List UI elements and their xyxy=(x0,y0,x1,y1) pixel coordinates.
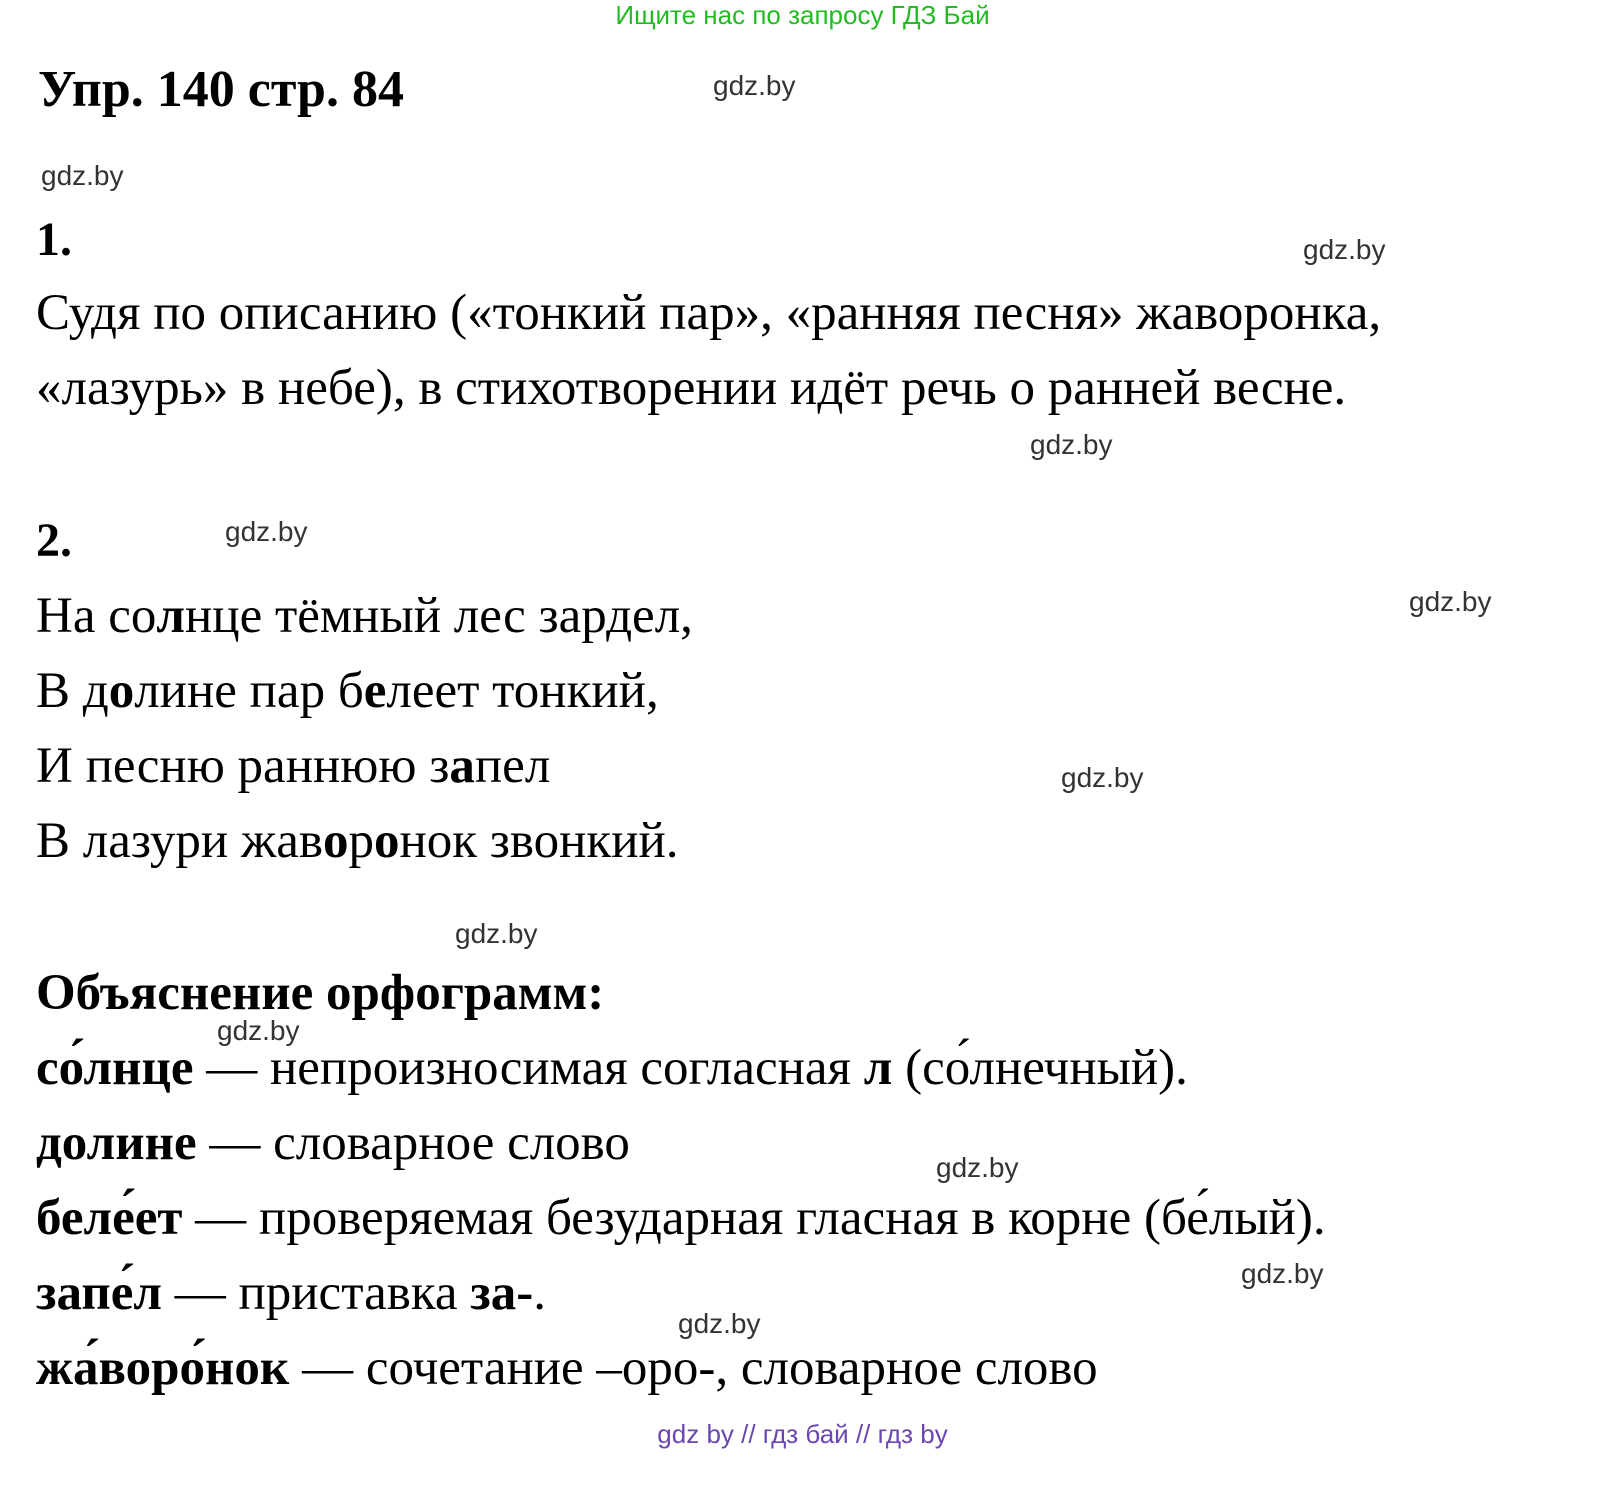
task-1-line-1: Судя по описанию («тонкий пар», «ранняя песня» жаворонка, xyxy=(36,285,1382,341)
watermark: gdz.by xyxy=(1303,234,1386,265)
watermark: gdz.by xyxy=(1030,429,1113,460)
text-segment: И песню раннюю з xyxy=(36,738,450,794)
text-segment: — словарное слово xyxy=(196,1115,630,1171)
text-segment: лине пар б xyxy=(134,663,364,719)
bold-segment: со́лнце xyxy=(36,1040,194,1096)
text-segment: В лазури жав xyxy=(36,813,323,869)
bold-segment: долине xyxy=(36,1115,197,1171)
text-segment: р xyxy=(348,813,374,869)
bold-segment: жа́воро́нок xyxy=(36,1340,290,1396)
explanation-item xyxy=(36,1038,1188,1098)
bold-segment: о xyxy=(108,663,135,719)
bold-segment: о xyxy=(322,813,349,869)
text-segment: — проверяемая безударная гласная в корне (бе́лый). xyxy=(182,1190,1326,1246)
explanation-item xyxy=(36,1188,1326,1248)
watermark: gdz.by xyxy=(713,70,796,101)
text-segment: — непроизносимая согласная xyxy=(193,1040,864,1096)
task-1-line-2: «лазурь» в небе), в стихотворении идёт речь о ранней весне. xyxy=(36,360,1347,416)
explanation-item xyxy=(36,1263,546,1323)
watermark: gdz.by xyxy=(1409,586,1492,617)
explanation-heading: Объяснение орфограмм: xyxy=(36,965,605,1021)
explanation-item xyxy=(36,1338,1098,1398)
poem-line xyxy=(36,811,679,871)
bold-segment: л xyxy=(156,588,185,644)
page-title: Упр. 140 стр. 84 xyxy=(38,61,404,118)
watermark: gdz.by xyxy=(225,516,308,547)
task-2-number: 2. xyxy=(36,514,72,567)
poem-line xyxy=(36,736,550,796)
bold-segment: запе́л xyxy=(36,1265,162,1321)
text-segment: — сочетание –оро-, словарное слово xyxy=(289,1340,1098,1396)
poem-line xyxy=(36,661,659,721)
watermark: gdz.by xyxy=(41,160,124,191)
watermark: gdz.by xyxy=(455,918,538,949)
watermark: gdz.by xyxy=(936,1152,1019,1183)
site-banner: Ищите нас по запросу ГДЗ Бай xyxy=(615,0,990,30)
text-segment: На со xyxy=(36,588,157,644)
text-segment: В д xyxy=(36,663,109,719)
text-segment: леет тонкий, xyxy=(386,663,659,719)
text-segment: нок звонкий. xyxy=(399,813,679,869)
bold-segment: о xyxy=(373,813,400,869)
text-segment: — приставка xyxy=(161,1265,471,1321)
text-segment: . xyxy=(533,1265,546,1321)
explanation-item xyxy=(36,1113,630,1173)
text-segment: (со́лнечный). xyxy=(892,1040,1188,1096)
watermark: gdz.by xyxy=(1241,1258,1324,1289)
footer-links: gdz by // гдз бай // гдз by xyxy=(657,1419,948,1449)
poem-line xyxy=(36,586,693,646)
watermark: gdz.by xyxy=(1061,762,1144,793)
task-1-number: 1. xyxy=(36,213,72,266)
watermark: gdz.by xyxy=(678,1308,761,1339)
text-segment: пел xyxy=(474,738,551,794)
bold-segment: за- xyxy=(470,1265,534,1321)
bold-segment: а xyxy=(449,738,475,794)
text-segment: нце тёмный лес зардел, xyxy=(184,588,693,644)
bold-segment: е xyxy=(363,663,387,719)
bold-segment: л xyxy=(863,1040,893,1096)
bold-segment: беле́ет xyxy=(36,1190,183,1246)
watermark: gdz.by xyxy=(217,1015,300,1046)
